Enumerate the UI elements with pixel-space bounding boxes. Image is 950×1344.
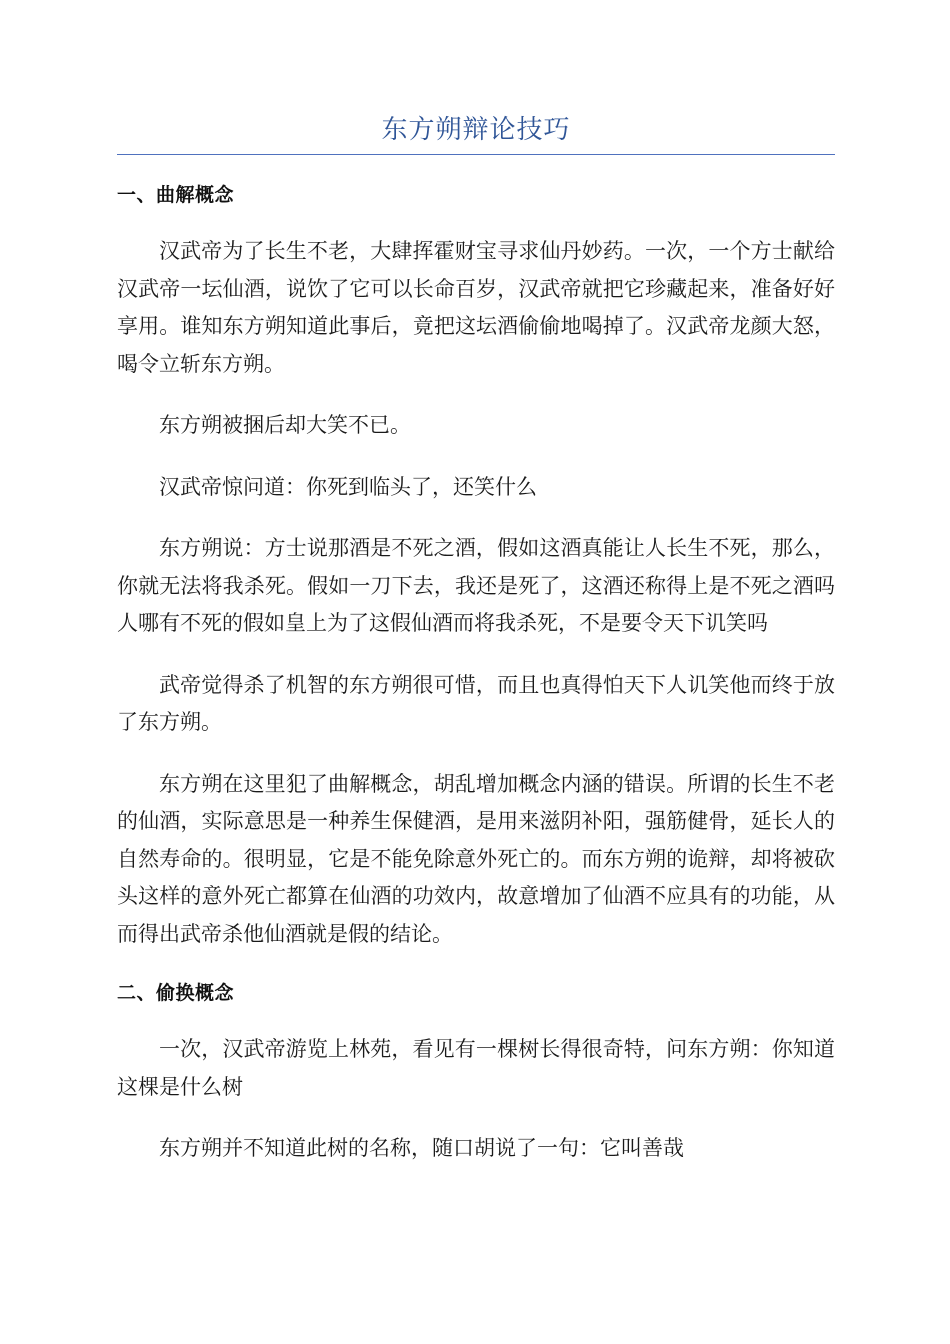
paragraph: 汉武帝为了长生不老，大肆挥霍财宝寻求仙丹妙药。一次，一个方士献给汉武帝一坛仙酒，说饮了它可以长命百岁，汉武帝就把它珍藏起来，准备好好享用。谁知东方朔知道此事后，竟把这坛酒偷偷地喝掉了。汉武帝龙颜大怒，喝令立斩东方朔。 — [117, 239, 835, 376]
section-heading: 二、偷换概念 — [117, 982, 235, 1004]
paragraph: 东方朔并不知道此树的名称，随口胡说了一句：它叫善哉 — [159, 1136, 684, 1160]
title-underline — [117, 154, 835, 155]
paragraph: 东方朔被捆后却大笑不已。 — [159, 413, 411, 437]
section-heading: 一、曲解概念 — [117, 184, 235, 206]
document-title: 东方朔辩论技巧 — [381, 115, 571, 145]
paragraph: 武帝觉得杀了机智的东方朔很可惜，而且也真得怕天下人讥笑他而终于放了东方朔。 — [117, 672, 835, 734]
paragraph: 汉武帝惊问道：你死到临头了，还笑什么 — [159, 474, 537, 499]
paragraph: 东方朔在这里犯了曲解概念，胡乱增加概念内涵的错误。所谓的长生不老的仙酒，实际意思是一种养生保健酒，是用来滋阴补阳，强筋健骨，延长人的自然寿命的。很明显，它是不能免除意外死亡的。而东方朔的诡辩，却将被砍头这样的意外死亡都算在仙酒的功效内，故意增加了仙酒不应具有的功能，从而得出武帝杀他仙酒就是假的结论。 — [117, 771, 835, 946]
paragraph: 东方朔说：方士说那酒是不死之酒，假如这酒真能让人长生不死，那么，你就无法将我杀死。假如一刀下去，我还是死了，这酒还称得上是不死之酒吗人哪有不死的假如皇上为了这假仙酒而将我杀死，不是要令天下讥笑吗 — [117, 536, 835, 635]
document-body — [117, 108, 835, 1168]
section-1 — [117, 183, 835, 953]
paragraph: 一次，汉武帝游览上林苑，看见有一棵树长得很奇特，问东方朔：你知道这棵是什么树 — [117, 1037, 835, 1099]
section-2 — [117, 981, 835, 1168]
